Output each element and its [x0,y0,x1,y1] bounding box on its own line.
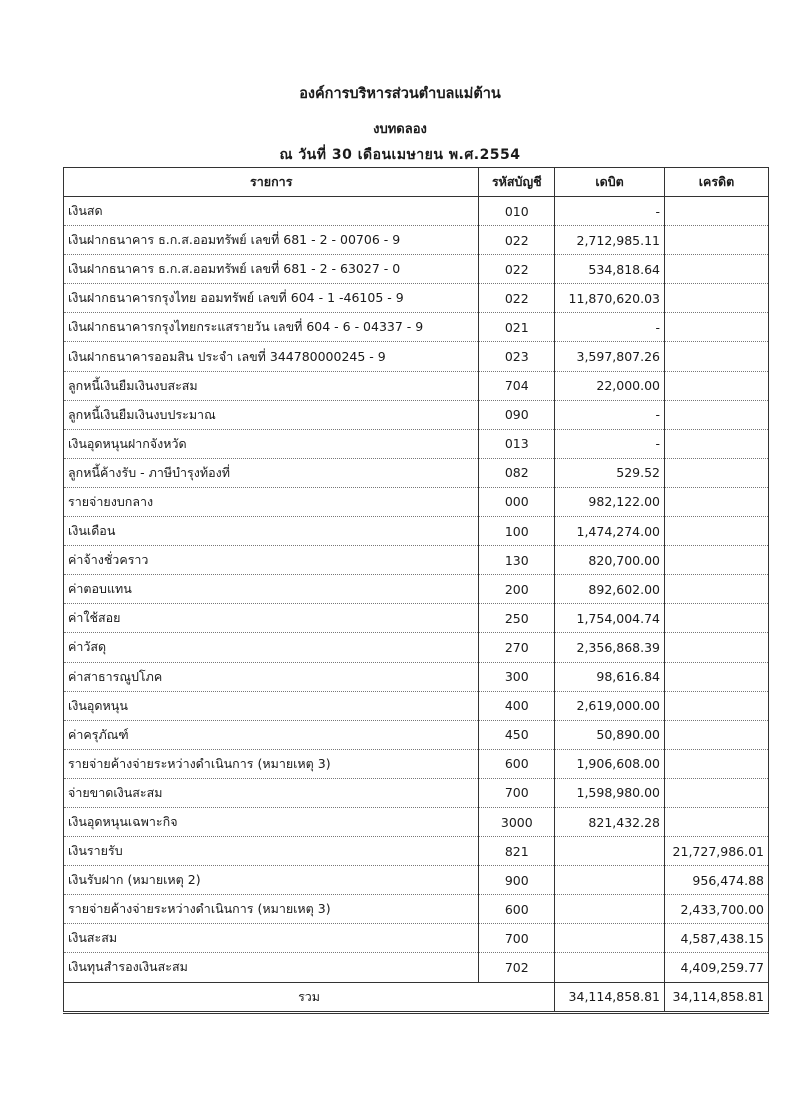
table-row [64,371,769,400]
total-credit: 34,114,858.81 [665,982,769,1012]
cell-credit [665,255,769,284]
cell-debit: 50,890.00 [555,720,665,749]
cell-credit: 2,433,700.00 [665,895,769,924]
table-body [64,197,769,983]
cell-code: 821 [479,837,555,866]
cell-debit: - [555,313,665,342]
document-subtitle: งบทดลอง [373,122,427,137]
cell-item: ลูกหนี้ค้างรับ - ภาษีบำรุงท้องที่ [64,458,479,487]
cell-debit: 1,474,274.00 [555,517,665,546]
cell-item: เงินสด [64,197,479,226]
cell-item: เงินอุดหนุน [64,691,479,720]
cell-item: เงินอุดหนุนเฉพาะกิจ [64,807,479,836]
cell-code: 022 [479,284,555,313]
table-row [64,546,769,575]
cell-item: ค่าใช้สอย [64,604,479,633]
cell-item: เงินฝากธนาคารกรุงไทยกระแสรายวัน เลขที่ 604 - 6 - 04337 - 9 [64,313,479,342]
cell-item: ลูกหนี้เงินยืมเงินงบประมาณ [64,400,479,429]
cell-code: 3000 [479,807,555,836]
table-row [64,807,769,836]
table-row [64,720,769,749]
cell-code: 022 [479,226,555,255]
table-row [64,255,769,284]
cell-item: เงินสะสม [64,924,479,953]
cell-debit: 2,712,985.11 [555,226,665,255]
cell-item: เงินฝากธนาคาร ธ.ก.ส.ออมทรัพย์ เลขที่ 681 - 2 - 00706 - 9 [64,226,479,255]
cell-code: 023 [479,342,555,371]
cell-item: จ่ายขาดเงินสะสม [64,778,479,807]
cell-code: 450 [479,720,555,749]
table-row [64,866,769,895]
cell-credit [665,400,769,429]
cell-code: 900 [479,866,555,895]
cell-item: ค่าจ้างชั่วคราว [64,546,479,575]
table-row [64,924,769,953]
cell-debit [555,837,665,866]
header-debit: เดบิต [555,168,665,197]
table-row [64,458,769,487]
cell-debit: 529.52 [555,458,665,487]
cell-item: ค่าตอบแทน [64,575,479,604]
cell-credit: 956,474.88 [665,866,769,895]
cell-credit [665,546,769,575]
cell-code: 100 [479,517,555,546]
cell-code: 270 [479,633,555,662]
total-label: รวม [64,982,555,1012]
cell-debit: 534,818.64 [555,255,665,284]
cell-debit: - [555,197,665,226]
table-row [64,226,769,255]
cell-code: 010 [479,197,555,226]
cell-debit: - [555,400,665,429]
cell-credit [665,633,769,662]
cell-code: 700 [479,778,555,807]
table-row [64,837,769,866]
header-code: รหัสบัญชี [479,168,555,197]
cell-item: เงินทุนสำรองเงินสะสม [64,953,479,982]
table-row [64,953,769,982]
cell-debit [555,953,665,982]
table-row [64,604,769,633]
cell-debit: 1,598,980.00 [555,778,665,807]
table-row [64,284,769,313]
cell-code: 600 [479,749,555,778]
cell-credit: 21,727,986.01 [665,837,769,866]
cell-credit [665,778,769,807]
cell-credit [665,429,769,458]
cell-code: 013 [479,429,555,458]
cell-item: เงินเดือน [64,517,479,546]
cell-credit [665,749,769,778]
cell-code: 022 [479,255,555,284]
cell-credit [665,458,769,487]
cell-debit: 821,432.28 [555,807,665,836]
trial-balance-table [63,167,769,1014]
table-row [64,662,769,691]
cell-credit [665,226,769,255]
cell-code: 130 [479,546,555,575]
cell-credit [665,342,769,371]
table-row [64,575,769,604]
table-row [64,313,769,342]
cell-item: เงินฝากธนาคารกรุงไทย ออมทรัพย์ เลขที่ 604 - 1 -46105 - 9 [64,284,479,313]
header-credit: เครดิต [665,168,769,197]
cell-credit [665,720,769,749]
cell-debit: 3,597,807.26 [555,342,665,371]
table-row [64,778,769,807]
cell-code: 200 [479,575,555,604]
cell-code: 082 [479,458,555,487]
cell-debit: 1,754,004.74 [555,604,665,633]
cell-item: เงินฝากธนาคารออมสิน ประจำ เลขที่ 344780000245 - 9 [64,342,479,371]
cell-item: เงินอุดหนุนฝากจังหวัด [64,429,479,458]
cell-debit [555,924,665,953]
table-row [64,487,769,516]
cell-credit [665,487,769,516]
cell-credit [665,517,769,546]
cell-debit: - [555,429,665,458]
cell-item: เงินฝากธนาคาร ธ.ก.ส.ออมทรัพย์ เลขที่ 681 - 2 - 63027 - 0 [64,255,479,284]
cell-debit: 22,000.00 [555,371,665,400]
cell-code: 090 [479,400,555,429]
cell-item: เงินรายรับ [64,837,479,866]
cell-credit [665,691,769,720]
cell-credit [665,371,769,400]
cell-debit [555,866,665,895]
cell-item: เงินรับฝาก (หมายเหตุ 2) [64,866,479,895]
cell-credit [665,284,769,313]
cell-debit: 820,700.00 [555,546,665,575]
cell-credit: 4,587,438.15 [665,924,769,953]
table-row [64,400,769,429]
cell-debit: 98,616.84 [555,662,665,691]
cell-code: 000 [479,487,555,516]
cell-code: 250 [479,604,555,633]
cell-credit [665,662,769,691]
table-row [64,517,769,546]
cell-credit: 4,409,259.77 [665,953,769,982]
cell-credit [665,604,769,633]
table-row [64,342,769,371]
cell-item: รายจ่ายค้างจ่ายระหว่างดำเนินการ (หมายเหตุ 3) [64,895,479,924]
cell-credit [665,575,769,604]
cell-debit: 892,602.00 [555,575,665,604]
cell-item: ลูกหนี้เงินยืมเงินงบสะสม [64,371,479,400]
cell-item: รายจ่ายงบกลาง [64,487,479,516]
cell-debit: 982,122.00 [555,487,665,516]
as-of-date: ณ วันที่ 30 เดือนเมษายน พ.ศ.2554 [279,147,521,163]
total-debit: 34,114,858.81 [555,982,665,1012]
cell-code: 704 [479,371,555,400]
cell-item: ค่าสาธารณูปโภค [64,662,479,691]
organization-title: องค์การบริหารส่วนตำบลแม่ต้าน [299,86,501,102]
cell-item: รายจ่ายค้างจ่ายระหว่างดำเนินการ (หมายเหตุ 3) [64,749,479,778]
table-row [64,749,769,778]
cell-debit: 11,870,620.03 [555,284,665,313]
cell-code: 700 [479,924,555,953]
table-row [64,895,769,924]
table-row [64,691,769,720]
cell-debit: 1,906,608.00 [555,749,665,778]
cell-item: ค่าครุภัณฑ์ [64,720,479,749]
cell-credit [665,197,769,226]
cell-credit [665,313,769,342]
cell-code: 300 [479,662,555,691]
cell-debit: 2,619,000.00 [555,691,665,720]
cell-code: 400 [479,691,555,720]
header-item: รายการ [64,168,479,197]
table-row [64,197,769,226]
cell-credit [665,807,769,836]
total-row [64,982,769,1012]
cell-debit: 2,356,868.39 [555,633,665,662]
cell-code: 702 [479,953,555,982]
cell-debit [555,895,665,924]
cell-item: ค่าวัสดุ [64,633,479,662]
cell-code: 021 [479,313,555,342]
table-row [64,633,769,662]
table-header-row [64,168,769,197]
table-row [64,429,769,458]
cell-code: 600 [479,895,555,924]
